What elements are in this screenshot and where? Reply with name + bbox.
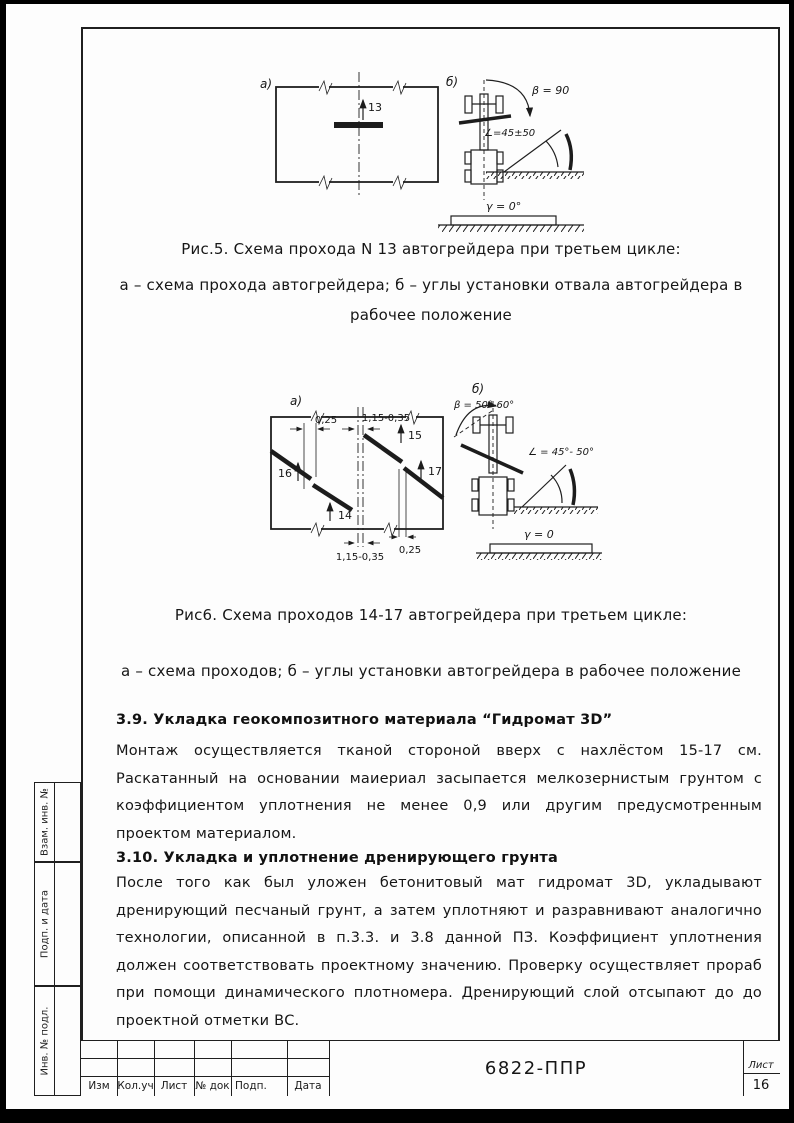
side-cell-inv-value-col: [55, 987, 80, 1095]
fig5-label-a: а): [260, 77, 273, 91]
fig5-grader-top-view: [438, 75, 584, 232]
fig5-beta-arc: [486, 80, 530, 116]
stamp-col-izm: Изм: [88, 1080, 110, 1092]
fig5-gamma-sketch: [438, 200, 584, 232]
fig6-bottom-dimensions: [336, 537, 421, 563]
section-3-9-body: Монтаж осуществляется тканой стороной вверх с нахлёстом 15-17 см. Раскатанный на основании маиериал засыпается мелкозернистым грунтом с коэффициентом уплотнения не менее 0,9 или другим предусмотренным проектом материалом.: [116, 743, 762, 842]
fig6-dim-115-top: 1,15-0,35: [361, 413, 411, 424]
fig5-grader-icon: [459, 80, 511, 200]
side-cell-podp-value-col: [55, 863, 80, 985]
side-cell-inv-label-col: [35, 987, 55, 1095]
side-cell-inv: [34, 986, 81, 1096]
side-cell-vzam-value-col: [55, 783, 80, 861]
fig6-gamma-sketch: [476, 528, 602, 560]
fig5-pass-number: 13: [368, 101, 382, 114]
fig6-label-a: а): [290, 394, 303, 408]
side-label-podp: Подп. и дата: [39, 889, 50, 959]
fig6-pass-14: 14: [338, 509, 352, 522]
fig6-legend: а – схема проходов; б – углы установки автогрейдера в рабочее положение: [120, 662, 742, 680]
fig6-dim-025-top: 0,25: [314, 415, 338, 426]
figure5-drawing: [246, 64, 766, 239]
fig6-plan-scheme: [271, 394, 443, 563]
stamp-col-list: Лист: [160, 1080, 188, 1092]
fig5-gamma-label: γ = 0°: [486, 200, 522, 213]
stamp-sheet-number: 16: [752, 1077, 770, 1093]
side-cell-vzam: [34, 782, 81, 862]
fig5-blade-pass-bar: [334, 122, 383, 128]
figure6-drawing: [246, 377, 766, 582]
fig5-legend: а – схема прохода автогрейдера; б – углы установки отвала автогрейдера в рабочее положение: [119, 276, 743, 324]
fig6-caption: Рис6. Схема проходов 14-17 автогрейдера при третьем цикле:: [174, 606, 688, 624]
fig5-alpha-label: ∠=45±50: [484, 128, 536, 139]
fig6-top-dimensions: [290, 413, 410, 429]
section-3-9-heading: 3.9. Укладка геокомпозитного материала “Гидромат 3D”: [116, 712, 613, 728]
stamp-col-nodok: № док: [195, 1080, 230, 1092]
side-label-inv: Инв. № подл.: [39, 1006, 50, 1076]
fig6-pass-15: 15: [408, 429, 422, 442]
paper-sheet: [6, 4, 789, 1109]
fig5-caption: Рис.5. Схема прохода N 13 автогрейдера при третьем цикле:: [181, 240, 681, 258]
stamp-sheet-label: Лист: [748, 1060, 774, 1071]
fig6-dim-025-bottom: 0,25: [398, 545, 422, 556]
fig6-label-b: б): [472, 382, 485, 396]
side-label-vzam: Взам. инв. №: [39, 788, 50, 856]
fig5-plan-scheme: [260, 72, 438, 197]
fig6-dim-115-bottom: 1,15-0,35: [335, 552, 385, 563]
side-cell-vzam-label-col: [35, 783, 55, 861]
fig6-pass-17: 17: [428, 465, 442, 478]
section-3-10-heading: 3.10. Укладка и уплотнение дренирующего грунта: [116, 850, 559, 866]
fig5-blade-angle-sketch: [484, 128, 584, 179]
fig5-break-marks: [319, 80, 406, 189]
stamp-col-data: Дата: [294, 1080, 322, 1092]
fig6-grader-top-view: [453, 382, 602, 560]
title-block: [81, 1040, 780, 1097]
fig6-pass-16: 16: [278, 467, 292, 480]
fig6-pass-lines: [271, 435, 443, 510]
section-3-10-body: После того как был уложен бетонитовый мат гидромат 3D, укладывают дренирующий песчаный грунт, а затем уплотняют и разравнивают аналогично технологии, описанной в п.3.3. и 3.8 данной ПЗ. Коэффициент уплотнения должен соответствовать проектному значению. Проверку осуществляет прораб при помощи динамического плотномера. Дренирующий слой отсыпают до до проектной отметки ВС.: [116, 875, 762, 1029]
fig6-beta-label: β = 50°-60°: [454, 400, 515, 411]
fig5-beta-label: β = 90: [532, 84, 570, 97]
stamp-col-koluch: Кол.уч: [117, 1080, 154, 1092]
stamp-doc-code: 6822-ППР: [484, 1058, 588, 1079]
fig6-gamma-label: γ = 0: [524, 528, 554, 541]
fig6-blade-angle-sketch: [514, 447, 598, 514]
stamp-col-podp: Подп.: [235, 1080, 267, 1092]
fig6-grader-icon: [461, 401, 523, 529]
fig5-label-b: б): [446, 75, 459, 89]
side-cell-podp: [34, 862, 81, 986]
fig6-alpha-label: ∠ = 45°- 50°: [528, 447, 594, 458]
side-cell-podp-label-col: [35, 863, 55, 985]
